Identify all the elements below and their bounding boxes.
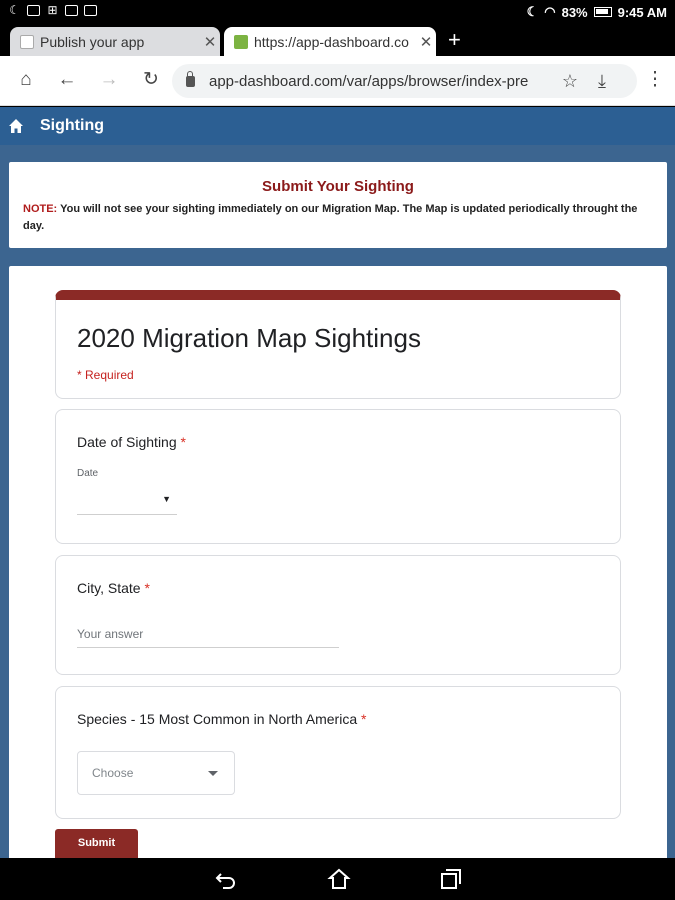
wifi-icon: ◠ — [544, 4, 556, 19]
message-icon — [27, 5, 40, 16]
required-note: * Required — [77, 368, 134, 382]
tab-publish-your-app[interactable] — [10, 27, 220, 56]
select-value: Choose — [92, 766, 134, 780]
app-header-title: Sighting — [40, 117, 104, 134]
question-text: Species - 15 Most Common in North America — [77, 711, 361, 727]
more-menu-icon[interactable]: ⋮ — [645, 69, 665, 90]
star-icon[interactable]: ☆ — [561, 70, 579, 91]
date-input[interactable] — [77, 490, 177, 515]
species-select[interactable] — [77, 751, 235, 795]
close-icon[interactable]: ✕ — [419, 33, 433, 51]
required-star: * — [180, 434, 186, 450]
note-body: You will not see your sighting immediately on our Migration Map. The Map is updated periodically throught the day. — [23, 203, 638, 232]
recent-apps-icon[interactable] — [439, 867, 463, 891]
page-favicon-icon — [20, 35, 34, 49]
new-tab-plus-icon[interactable]: + — [448, 27, 461, 52]
tab-title: https://app-dashboard.co — [254, 33, 409, 50]
image-icon — [65, 5, 78, 16]
caret-down-icon — [208, 771, 218, 776]
status-bar — [0, 0, 675, 24]
submit-button[interactable]: Submit — [55, 829, 138, 858]
browser-toolbar — [0, 56, 675, 106]
sd-card-icon — [84, 5, 97, 16]
close-icon[interactable]: ✕ — [203, 33, 217, 51]
tab-title: Publish your app — [40, 33, 145, 50]
home-icon[interactable]: ⌂ — [20, 69, 32, 90]
required-star: * — [361, 711, 367, 727]
question-text: Date of Sighting — [77, 434, 181, 450]
question-label — [77, 580, 150, 596]
question-label — [77, 434, 186, 450]
question-label — [77, 711, 366, 727]
moon-icon: ☾ — [9, 3, 20, 17]
back-icon[interactable] — [214, 867, 238, 891]
question-city-card — [55, 555, 621, 675]
reload-icon[interactable]: ↻ — [143, 69, 159, 90]
system-nav-bar — [0, 858, 675, 900]
tab-app-dashboard[interactable] — [224, 27, 436, 56]
home-icon[interactable] — [327, 867, 351, 891]
form-header-card — [55, 290, 621, 399]
battery-percent: 83% — [561, 4, 588, 20]
required-star: * — [144, 580, 150, 596]
lock-icon — [186, 76, 195, 87]
battery-icon — [594, 7, 612, 17]
dnd-moon-icon: ☾ — [526, 4, 539, 19]
address-bar[interactable] — [172, 64, 637, 98]
notice-card — [9, 162, 667, 248]
tab-strip — [0, 24, 675, 56]
notice-text — [23, 201, 643, 235]
question-species-card — [55, 686, 621, 819]
note-label: NOTE: — [23, 203, 58, 215]
app-header — [0, 107, 675, 145]
date-sub-label: Date — [77, 468, 99, 479]
cast-icon: ⊞ — [47, 3, 58, 17]
clock: 9:45 AM — [617, 4, 667, 20]
form-title: 2020 Migration Map Sightings — [77, 323, 421, 353]
download-icon[interactable]: ⤓ — [598, 70, 606, 91]
notice-title: Submit Your Sighting — [262, 178, 414, 195]
question-text: City, State — [77, 580, 145, 596]
city-state-input[interactable]: Your answer — [77, 624, 339, 648]
dropdown-arrow-icon: ▼ — [162, 494, 171, 504]
url-text[interactable]: app-dashboard.com/var/apps/browser/index-pre — [209, 72, 529, 90]
forward-arrow-icon[interactable]: → — [99, 69, 119, 90]
question-date-card — [55, 409, 621, 544]
back-arrow-icon[interactable]: ← — [57, 69, 77, 90]
home-icon[interactable] — [8, 118, 24, 134]
site-favicon-icon — [234, 35, 248, 49]
